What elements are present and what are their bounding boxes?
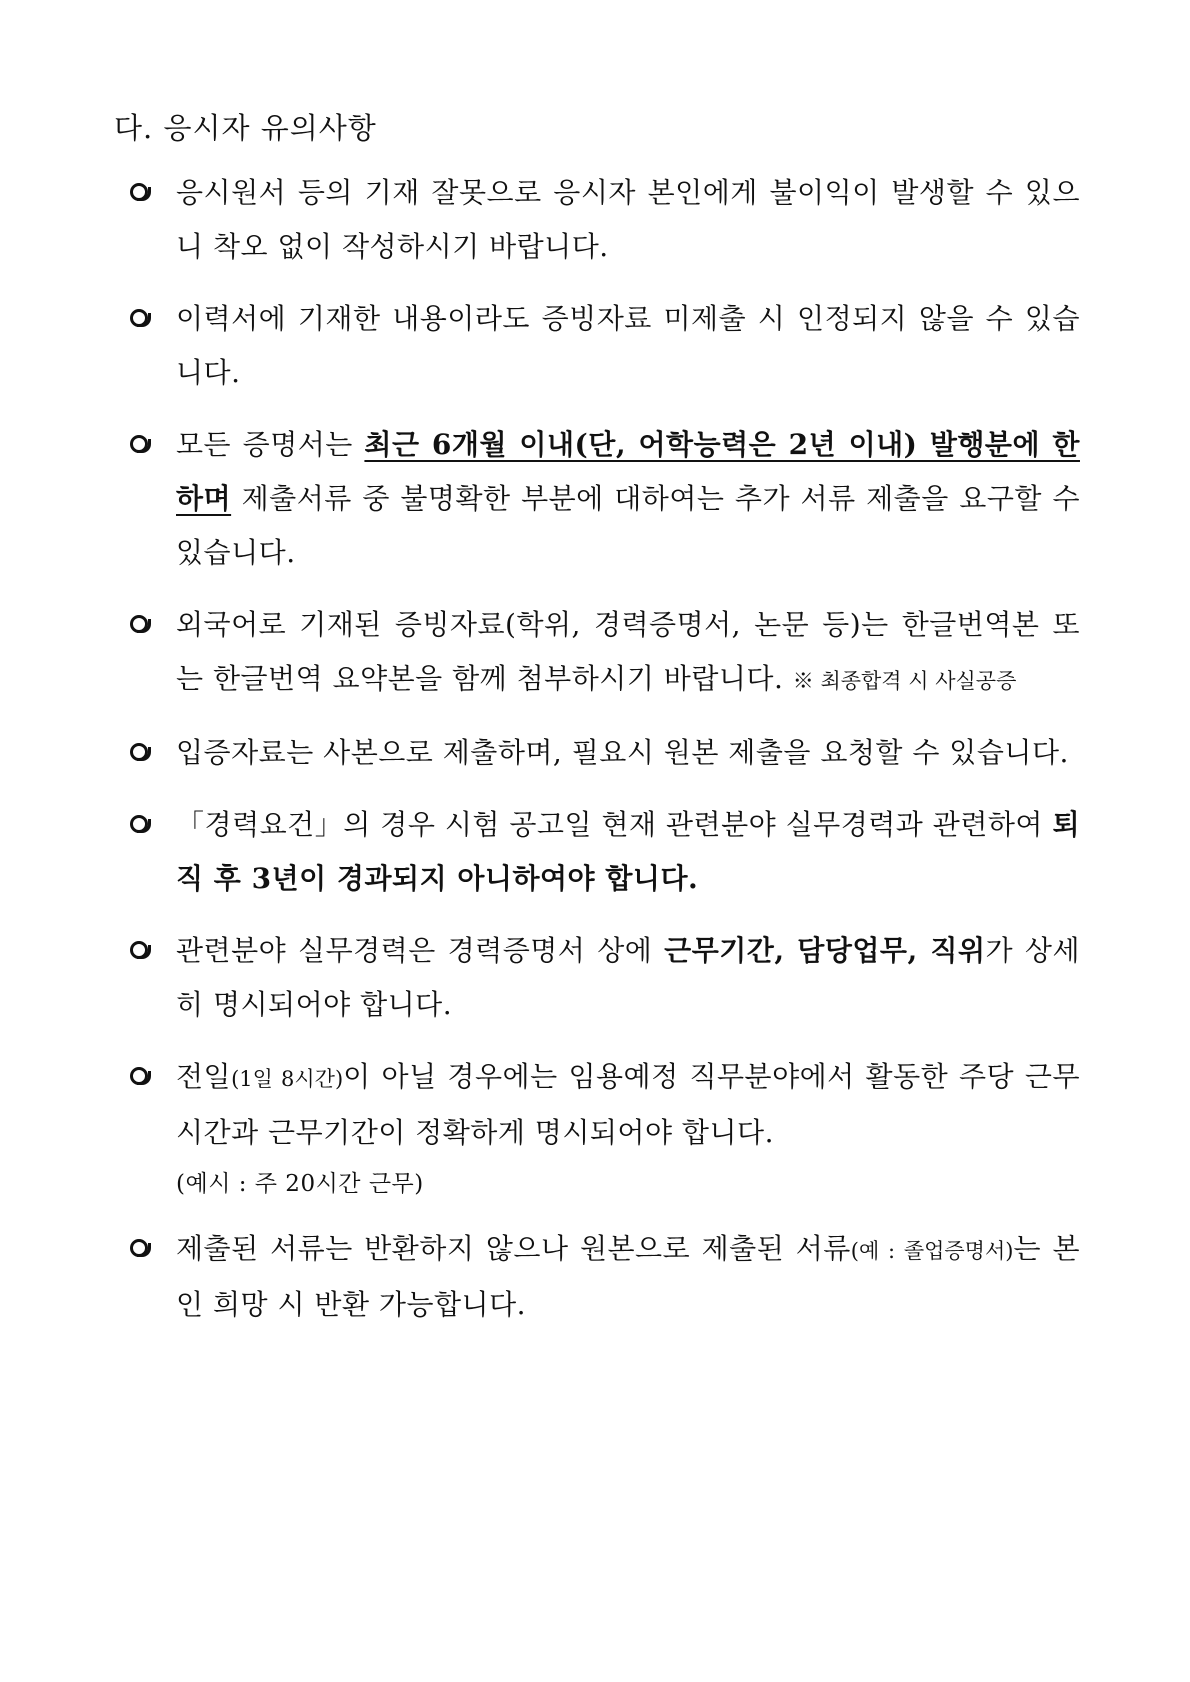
original-document-example: (예 : 졸업증명서) <box>850 1239 1014 1263</box>
notice-text: 이력서에 기재한 내용이라도 증빙자료 미제출 시 인정되지 않을 수 있습니다. <box>176 302 1080 389</box>
shadowed-circle-bullet-icon <box>130 183 160 203</box>
notice-text <box>176 1050 1080 1204</box>
validity-period-emphasis: 최근 6개월 이내(단, 어학능력은 2년 이내) 발행분에 한하며 <box>176 428 1080 515</box>
retirement-emphasis: 퇴직 후 3년이 경과되지 아니하여야 합니다. <box>176 808 1080 895</box>
notice-text: 응시원서 등의 기재 잘못으로 응시자 본인에게 불이익이 발생할 수 있으니 착오 없이 작성하시기 바랍니다. <box>176 176 1080 263</box>
list-item <box>114 418 1080 580</box>
list-item <box>114 1222 1080 1332</box>
fulltime-definition: (1일 8시간) <box>231 1067 344 1091</box>
shadowed-circle-bullet-icon <box>130 1239 160 1259</box>
notice-list <box>114 166 1080 1332</box>
shadowed-circle-bullet-icon <box>130 1067 160 1087</box>
shadowed-circle-bullet-icon <box>130 615 160 635</box>
shadowed-circle-bullet-icon <box>130 815 160 835</box>
shadowed-circle-bullet-icon <box>130 435 160 455</box>
section-title: 다. 응시자 유의사항 <box>114 111 377 145</box>
list-item <box>114 598 1080 708</box>
notice-text <box>176 924 1080 1032</box>
notice-text-b: 이 아닐 경우에는 임용예정 직무분야에서 활동한 주당 근무시간과 근무기간이 정확하게 명시되어야 합니다. <box>176 1060 1081 1149</box>
notice-text-a: 전일 <box>176 1060 232 1093</box>
notice-text: 입증자료는 사본으로 제출하며, 필요시 원본 제출을 요청할 수 있습니다. <box>176 736 1069 769</box>
notice-text <box>176 598 1080 708</box>
notice-text-b: 는 본인 희망 시 반환 가능합니다. <box>176 1232 1080 1321</box>
notarization-note: ※ 최종합격 시 사실공증 <box>792 669 1017 693</box>
notice-text-a: 제출된 서류는 반환하지 않으나 원본으로 제출된 서류 <box>176 1232 851 1265</box>
shadowed-circle-bullet-icon <box>130 743 160 763</box>
notice-text-body <box>176 1050 1080 1160</box>
list-item <box>114 166 1080 274</box>
list-item <box>114 798 1080 906</box>
list-item <box>114 924 1080 1032</box>
notice-text-suffix: 제출서류 중 불명확한 부분에 대하여는 추가 서류 제출을 요구할 수 있습니다. <box>176 482 1080 569</box>
list-item <box>114 1050 1080 1204</box>
example-note: (예시 : 주 20시간 근무) <box>176 1171 424 1197</box>
list-item <box>114 726 1080 780</box>
notice-text-prefix: 「경력요건」의 경우 시험 공고일 현재 관련분야 실무경력과 관련하여 <box>176 808 1053 841</box>
notice-text <box>176 418 1080 580</box>
shadowed-circle-bullet-icon <box>130 309 160 329</box>
required-fields-emphasis: 근무기간, 담당업무, 직위 <box>664 934 986 967</box>
shadowed-circle-bullet-icon <box>130 941 160 961</box>
notice-text <box>176 798 1080 906</box>
list-item <box>114 292 1080 400</box>
notice-text-main: 외국어로 기재된 증빙자료(학위, 경력증명서, 논문 등)는 한글번역본 또는 한글번역 요약본을 함께 첨부하시기 바랍니다. <box>176 608 1080 695</box>
notice-text-suffix: 가 상세히 명시되어야 합니다. <box>176 934 1080 1021</box>
notice-text-prefix: 모든 증명서는 <box>176 428 365 461</box>
notice-text-prefix: 관련분야 실무경력은 경력증명서 상에 <box>176 934 665 967</box>
notice-text <box>176 1222 1080 1332</box>
